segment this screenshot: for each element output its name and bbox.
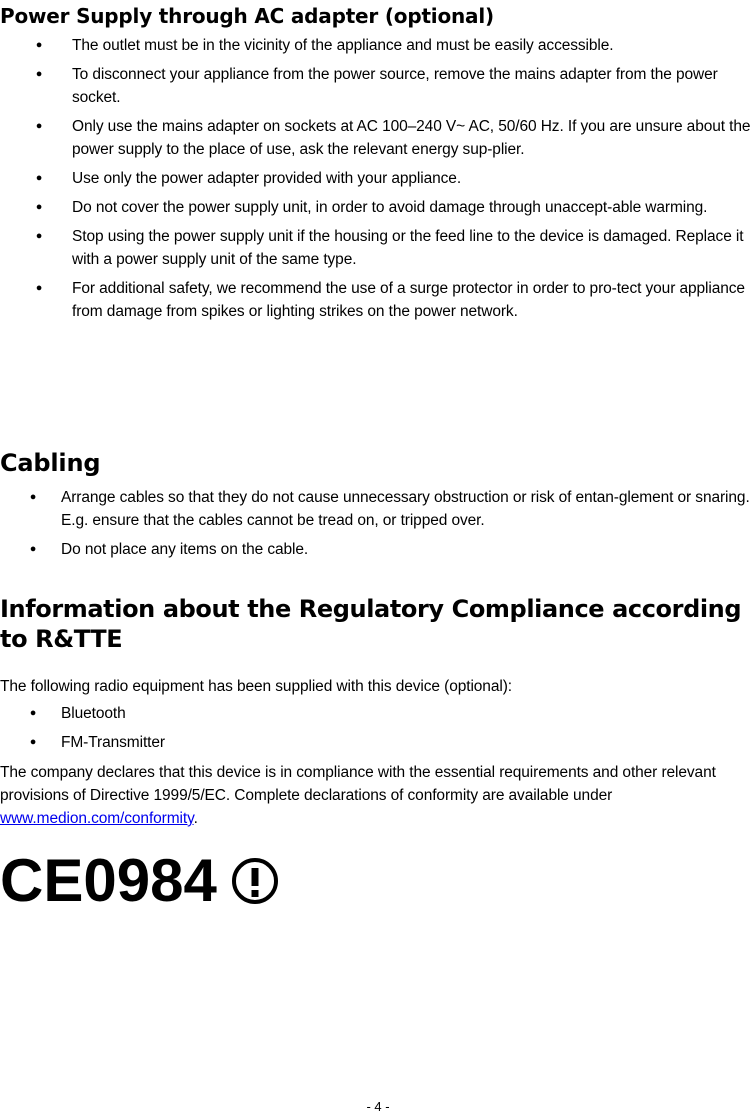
list-item [35, 34, 756, 57]
list-item-text: Bluetooth [61, 705, 126, 722]
bullet-icon: ● [35, 172, 43, 184]
ce-mark-text: CE0984 [0, 848, 217, 914]
bullet-icon: ● [35, 39, 43, 51]
list-item [35, 196, 756, 219]
page-number: - 4 - [366, 1099, 390, 1114]
list-item [29, 702, 756, 725]
ce-mark-logo [0, 848, 290, 914]
radio-equipment-list [29, 702, 756, 760]
bullet-icon: ● [35, 201, 43, 213]
list-item-text: Arrange cables so that they do not cause unnecessary obstruction or risk of entan-glement or snaring. E.g. ensure that the cables cannot be tread on, or tripped over. [61, 489, 750, 529]
list-item [35, 277, 756, 323]
bullet-icon: ● [35, 282, 43, 294]
bullet-icon: ● [35, 120, 43, 132]
list-item-text: Do not cover the power supply unit, in order to avoid damage through unaccept-able warming. [72, 199, 708, 216]
bullet-icon: ● [35, 68, 43, 80]
alert-class-icon [234, 860, 276, 902]
power-supply-list [35, 34, 756, 329]
list-item-text: The outlet must be in the vicinity of the appliance and must be easily accessible. [72, 37, 614, 54]
conformity-link[interactable]: www.medion.com/conformity [0, 810, 194, 827]
bullet-icon: ● [35, 230, 43, 242]
list-item-text: Only use the mains adapter on sockets at AC 100–240 V~ AC, 50/60 Hz. If you are unsure about the power supply to the place of use, ask the relevant energy sup-plier. [72, 118, 751, 158]
cabling-list [29, 486, 756, 567]
radio-equipment-intro: The following radio equipment has been supplied with this device (optional): [0, 678, 512, 695]
list-item [29, 538, 756, 561]
list-item [35, 167, 756, 190]
list-item [35, 225, 756, 271]
conformity-declaration [0, 761, 756, 830]
list-item-text: Do not place any items on the cable. [61, 541, 309, 558]
list-item-text: FM-Transmitter [61, 734, 165, 751]
bullet-icon: ● [29, 491, 37, 503]
list-item [35, 115, 756, 161]
list-item-text: Stop using the power supply unit if the housing or the feed line to the device is damaged. Replace it with a power supply unit of the same type. [72, 228, 744, 268]
bullet-icon: ● [29, 736, 37, 748]
list-item-text: Use only the power adapter provided with your appliance. [72, 170, 462, 187]
list-item [35, 63, 756, 109]
list-item [29, 486, 756, 532]
bullet-icon: ● [29, 543, 37, 555]
list-item-text: To disconnect your appliance from the power source, remove the mains adapter from the power socket. [72, 66, 718, 106]
regulatory-heading: Information about the Regulatory Compliance according to R&TTE [0, 595, 742, 653]
list-item [29, 731, 756, 754]
list-item-text: For additional safety, we recommend the use of a surge protector in order to pro-tect your appliance from damage from spikes or lighting strikes on the power network. [72, 280, 745, 320]
power-supply-heading: Power Supply through AC adapter (optional) [0, 4, 494, 28]
declaration-text: The company declares that this device is in compliance with the essential requirements and other relevant provisions of Directive 1999/5/EC. Complete declarations of conformity are available under [0, 764, 716, 804]
bullet-icon: ● [29, 707, 37, 719]
declaration-end: . [193, 810, 198, 827]
cabling-heading: Cabling [0, 449, 101, 477]
